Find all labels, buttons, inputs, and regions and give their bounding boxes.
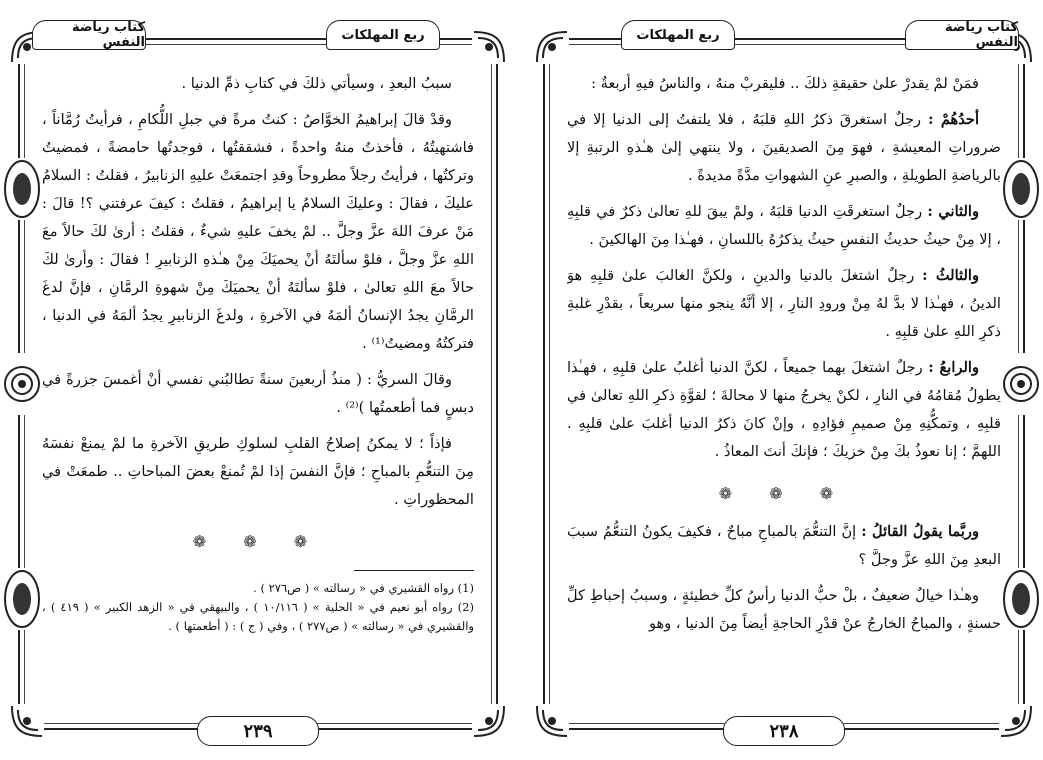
paragraph-text: رجلٌ اشتغلَ بهما جميعاً ، لكنَّ الدنيا أغلبُ علىٰ قلبِهِ ، فهـٰذا يطولُ مُقامُهُ في النارِ ، لكنْ يخرجُ منها لا محالةَ ؛ لقوَّةِ ذكرِ اللهِ تعالىٰ في قلبِهِ ، وتمكُّنِهِ مِنْ صميمِ فؤادِهِ ، وإنْ كانَ ذكرُ الدنيا أغلبَ علىٰ قلبِهِ . اللهمَّ ؛ إنا نعوذُ بكَ مِنْ خزيكَ ؛ فإنكَ أنتَ المعاذُ . <box>567 359 1001 460</box>
paragraph <box>567 518 1001 574</box>
side-medallion-icon <box>1001 353 1041 415</box>
paragraph-lead: والثالثُ : <box>922 267 979 284</box>
side-medallion-icon <box>2 158 42 220</box>
corner-ornament-icon <box>472 30 506 64</box>
footnote-rule <box>354 570 474 571</box>
paragraph <box>567 198 1001 254</box>
paragraph-text: إنَّ التنعُّمَ بالمباحِ مباحٌ ، فكيفَ يكونُ التنعُّمُ سببَ البعدِ مِنَ اللهِ عزَّ وجلَّ ؟ <box>567 523 1001 568</box>
paragraph <box>567 70 1001 98</box>
paragraph-lead: أحدُهُمْ : <box>928 111 979 128</box>
paragraph <box>567 582 1001 638</box>
paragraph: سببُ البعدِ ، وسيأتي ذلكَ في كتابِ ذمِّ الدنيا . <box>181 75 452 92</box>
page-body-left <box>42 70 474 698</box>
side-medallion-icon <box>2 568 42 630</box>
side-medallion-icon <box>2 353 42 415</box>
corner-ornament-icon <box>10 704 44 738</box>
book-page-left <box>8 8 508 752</box>
paragraph: وقالَ السريُّ : ( منذُ أربعينَ سنةً تطالبُني نفسي أنْ أغمسَ جزرةً في دبسٍ فما أطعمتُها )⁽²⁾ . <box>42 371 474 416</box>
paragraph-text: رجلٌ استغرقَتِ الدنيا قلبَهُ ، ولمْ يبقَ للهِ تعالىٰ ذكرٌ في قلبِهِ ، إلا مِنْ حيثُ حديثُ النفسِ حيثُ يذكرُهُ باللسانِ ، فهـٰذا مِنَ الهالكينَ . <box>567 203 1001 248</box>
paragraph: وقدْ قالَ إبراهيمُ الخوَّاصُ : كنتُ مرةً في جبلِ اللُّكامِ ، فرأيتُ رُمَّاناً ، فاشتهيتُهُ ، فأخذتُ منهُ واحدةً ، فشققتُها ، فوجدتُها حامضةً ، فمضيتُ وتركتُها ، فرأيتُ رجلاً مطروحاً وقدِ اجتمعَتْ عليهِ الزنابيرُ ، فقلتُ : السلامُ عليكَ ، فقالَ : وعليكَ السلامُ يا إبراهيمُ ، فقلتُ : كيفَ عرفتني ؟! قالَ : مَنْ عرفَ اللهَ عزَّ وجلَّ .. لمْ يخفَ عليهِ شيءٌ ، فقلتُ : أرىٰ لكَ حالاً معَ اللهِ عزَّ وجلَّ ، فلوْ سألتَهُ أنْ يحميَكَ مِنْ هـٰذهِ الزنابيرِ ! فقالَ : وأرىٰ لكَ حالاً معَ اللهِ تعالىٰ ، فلوْ سألتَهُ أنْ يحميَكَ مِنْ شهوةِ الرمَّانِ ، فإنَّ لدغَ الرمَّانِ يجدُ الإنسانُ ألمَهُ في الآخرةِ ، ولدغَ الزنابيرِ يجدُ ألمَهُ في الدنيا ، فتركتُهُ ومضيتُ⁽¹⁾ . <box>42 111 474 352</box>
corner-ornament-icon <box>999 704 1033 738</box>
paragraph <box>567 354 1001 466</box>
header-book-title-tab: كتاب رياضة النفس <box>905 20 1019 50</box>
page-body-right <box>567 70 1001 698</box>
paragraph-text: فمَنْ لمْ يقدرْ علىٰ حقيقةِ ذلكَ .. فليقربْ منهُ ، والناسُ فيهِ أربعةٌ : <box>591 75 979 92</box>
corner-ornament-icon <box>535 30 569 64</box>
page-number: ٢٣٩ <box>197 716 319 746</box>
header-book-title-tab: كتاب رياضة النفس <box>32 20 146 50</box>
corner-ornament-icon <box>535 704 569 738</box>
book-page-right <box>533 8 1035 752</box>
paragraph-text: رجلٌ اشتغلَ بالدنيا والدينِ ، ولكنَّ الغالبَ علىٰ قلبِهِ هوَ الدينُ ، فهـٰذا لا بدَّ لهُ مِنْ ورودِ النارِ ، إلا أنَّهُ ينجو منها سريعاً ، بقدْرِ غلبةِ ذكرِ اللهِ علىٰ قلبِهِ . <box>567 267 1001 340</box>
paragraph <box>567 106 1001 190</box>
header-section-tab: ربع المهلكات <box>326 20 440 50</box>
header-section-tab: ربع المهلكات <box>621 20 735 50</box>
paragraph: فإذاً ؛ لا يمكنُ إصلاحُ القلبِ لسلوكِ طريقِ الآخرةِ ما لمْ يمنعْ نفسَهُ مِنَ التنعُّمِ بالمباحِ ؛ فإنَّ النفسَ إذا لمْ تُمنعْ بعضَ المباحاتِ .. طمعَتْ في المحظوراتِ . <box>42 435 474 508</box>
paragraph-text: وهـٰذا خيالٌ ضعيفٌ ، بلْ حبُّ الدنيا رأسُ كلِّ خطيئةٍ ، وسببُ إحباطِ كلِّ حسنةٍ ، والمباحُ الخارجُ عنْ قدْرِ الحاجةِ أيضاً مِنَ الدنيا ، وهو <box>567 587 1001 632</box>
section-separator: ❁ ❁ ❁ <box>192 532 324 551</box>
paragraph <box>567 262 1001 346</box>
paragraph-lead: والثاني : <box>927 203 980 220</box>
corner-ornament-icon <box>472 704 506 738</box>
paragraph-text: رجلٌ استغرقَ ذكرُ اللهِ قلبَهُ ، فلا يلتفتُ إلى الدنيا إلا في ضروراتِ المعيشةِ ، فهوَ مِنَ الصديقينَ ، ولا ينتهي إلىٰ هـٰذهِ الرتبةِ إلا بالرياضةِ الطويلةِ ، والصبرِ عنِ الشهواتِ مدَّةً مديدةً . <box>567 111 1001 184</box>
section-separator: ❁ ❁ ❁ <box>718 484 850 503</box>
page-number: ٢٣٨ <box>723 716 845 746</box>
paragraph-lead: وربَّما يقولُ القائلُ : <box>861 523 979 540</box>
footnote: (1) رواه القشيري في « رسالته » ( ص٢٧٦ ) . <box>253 581 474 595</box>
side-medallion-icon <box>1001 158 1041 220</box>
footnotes <box>42 579 474 636</box>
footnote: (2) رواه أبو نعيم في « الحلية » ( ١٠/١١٦ ) ، والبيهقي في « الزهد الكبير » ( ٤١٩ ) ، والقشيري في « رسالته » ( ص٢٧٧ ) ، وفي ( ج ) : ( أطعمتها ) . <box>42 600 474 633</box>
side-medallion-icon <box>1001 568 1041 630</box>
paragraph-lead: والرابعُ : <box>928 359 980 376</box>
